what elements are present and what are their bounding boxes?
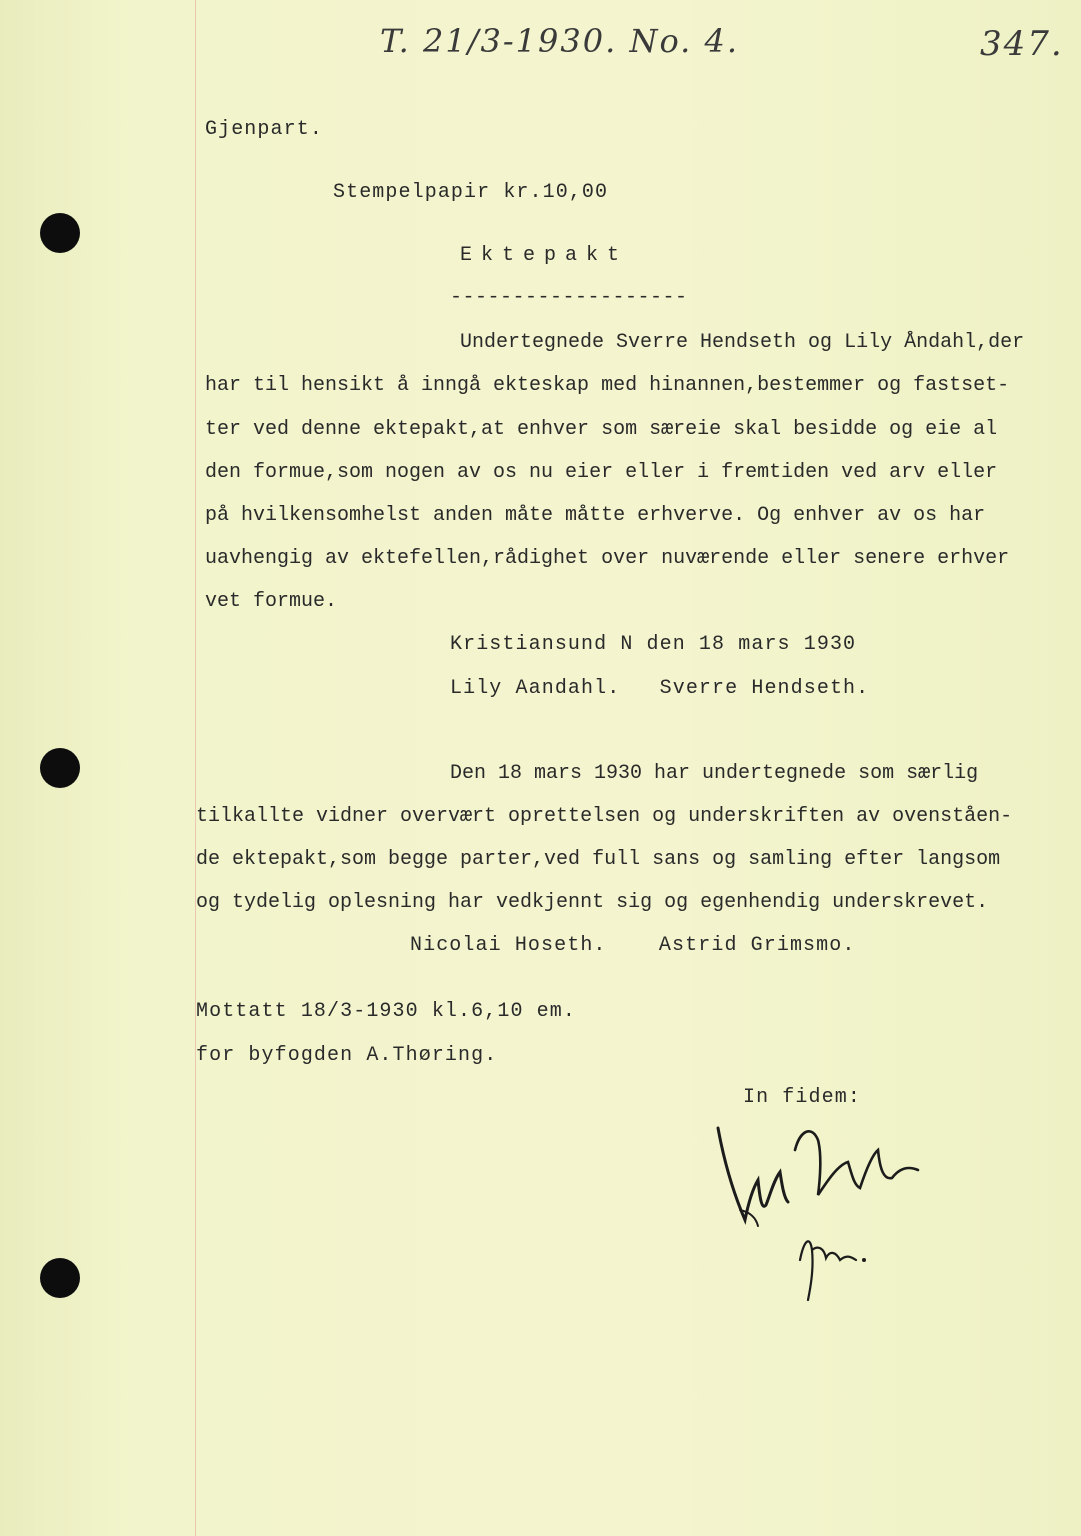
handwritten-reference: T. 21/3-1930. No. 4. [380,22,740,60]
witness-signatures: Nicolai Hoseth. Astrid Grimsmo. [410,934,856,957]
received-line: Mottatt 18/3-1930 kl.6,10 em. [196,1000,576,1023]
received-by-line: for byfogden A.Thøring. [196,1044,498,1067]
paragraph1-line: uavhengig av ektefellen,rådighet over nuværende eller senere erhver [205,547,1010,570]
paragraph1-line: har til hensikt å inngå ekteskap med hinannen,bestemmer og fastset- [205,374,1010,397]
paragraph2-line: de ektepakt,som begge parter,ved full sans og samling efter langsom [196,848,1001,871]
paragraph1-line: Undertegnede Sverre Hendseth og Lily Åndahl,der [460,331,1025,354]
paragraph1-line: vet formue. [205,590,338,613]
in-fidem-label: In fidem: [743,1086,861,1109]
punch-hole-top [40,213,80,253]
paragraph2-line: tilkallte vidner overvært oprettelsen og underskriften av ovenståen- [196,805,1013,828]
page-number: 347. [980,24,1064,64]
punch-hole-middle [40,748,80,788]
paragraph1-line: ter ved denne ektepakt,at enhver som særeie skal besidde og eie al [205,418,998,441]
punch-hole-bottom [40,1258,80,1298]
stamp-paper-line: Stempelpapir kr.10,00 [333,181,609,204]
copy-label: Gjenpart. [205,118,323,141]
handwritten-signature [700,1110,940,1310]
place-date: Kristiansund N den 18 mars 1930 [450,633,857,656]
paragraph1-line: på hvilkensomhelst anden måte måtte erhverve. Og enhver av os har [205,504,986,527]
paragraph2-line: Den 18 mars 1930 har undertegnede som særlig [450,762,979,785]
paragraph1-line: den formue,som nogen av os nu eier eller i fremtiden ved arv eller [205,461,998,484]
margin-line [195,0,196,1536]
title-underline: ------------------- [450,286,688,309]
party-signatures: Lily Aandahl. Sverre Hendseth. [450,677,870,700]
paragraph2-line: og tydelig oplesning har vedkjennt sig og egenhendig underskrevet. [196,891,989,914]
document-title: Ektepakt [460,244,629,267]
